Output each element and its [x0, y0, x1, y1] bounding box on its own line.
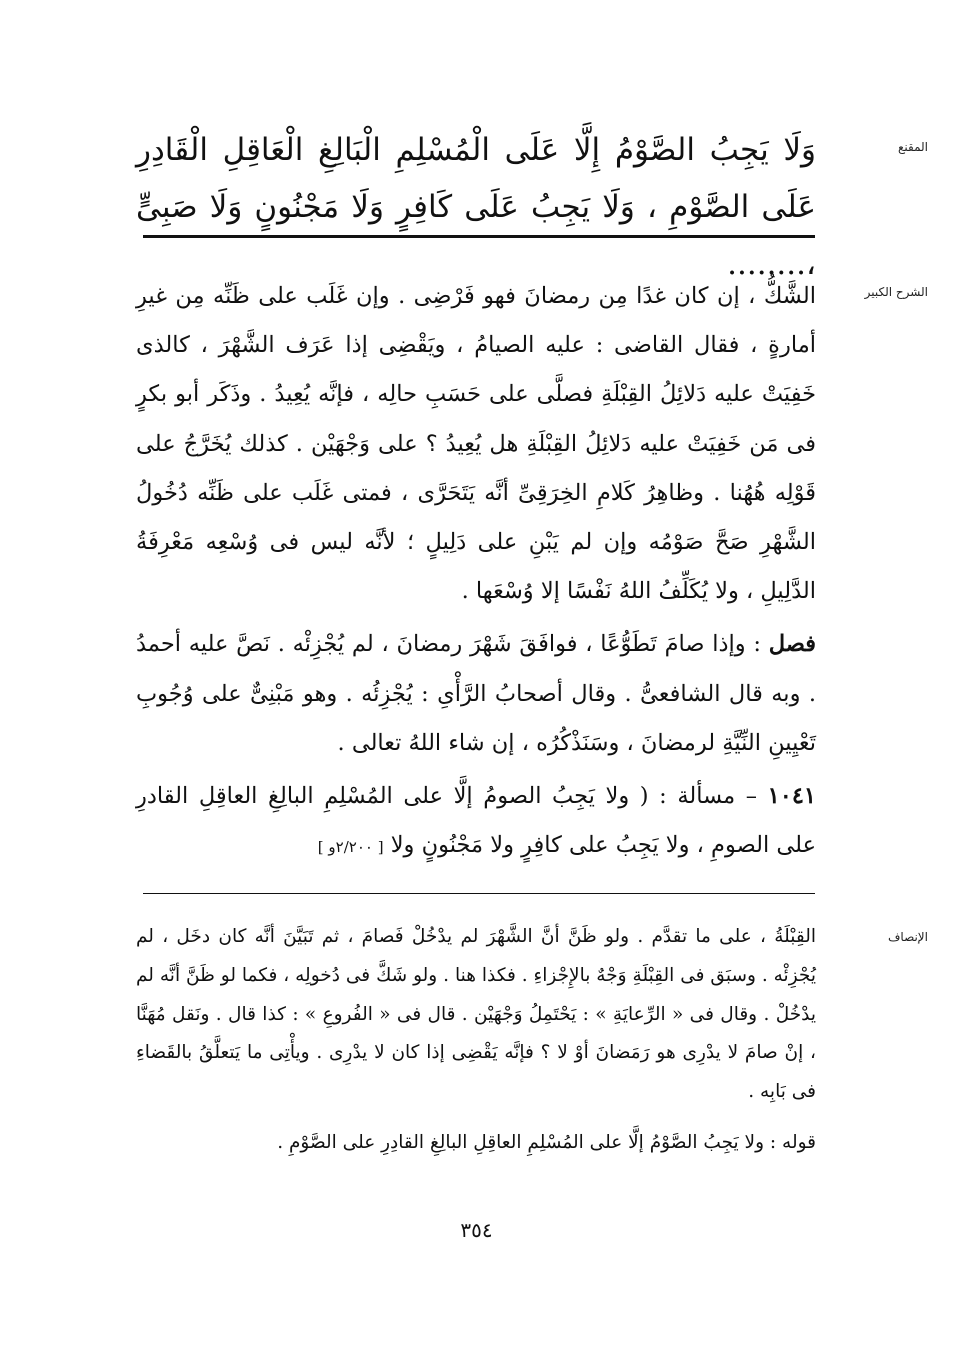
masala-text: – مسألة : ( ولا يَجِبُ الصومُ إلَّا على المُسْلِمِ البالِغِ العاقِلِ القادرِ على الصومِ ، ولا يَجِبُ على كافِرٍ ولا مَجْنُونٍ ولا [136, 783, 816, 859]
section-divider-thick [143, 235, 815, 238]
insaf-paragraph-2: قوله : ولا يَجِبُ الصَّوْمُ إلَّا على المُسْلِمِ العاقِلِ البالِغِ القادِرِ على الصَّوْمِ . [277, 1131, 816, 1153]
sharh-label: الشرح الكبير [864, 285, 928, 299]
muqni-text-block [136, 122, 816, 293]
muqni-label: المقنع [897, 140, 928, 154]
page-number: ٣٥٤ [460, 1218, 493, 1242]
sharh-text-block [136, 272, 816, 872]
sharh-paragraph-1: الشَّكُّ ، إن كان غدًا مِن رمضانَ فهو فَرْضِى . وإن غَلَب على ظَنِّه مِن غيرِ أمارةٍ ، فقال القاضى : عليه الصيامُ ، ويَقْضِى إذا عَرَف الشَّهْرَ ، كالذى خَفِيَتْ عليه دَلائِلُ القِبْلَةِ فصلَّى على حَسَبِ حالِه ، فإنَّه يُعِيدُ . وذَكَر أبو بكرٍ فى مَن خَفِيَتْ عليه دَلائِلُ القِبْلَةِ هل يُعِيدُ ؟ على وَجْهَيْن . كذلك يُخَرَّجُ على قَوْلِه هُهُنا . وظاهِرُ كَلامِ الخِرَقِىِّ أنَّه يَتَحَرَّى ، فمتى غَلَب على ظَنِّه دُخُولُ الشَّهْرِ صَحَّ صَوْمُه وإن لم يَبْنِ على دَلِيلٍ ؛ لأنَّه ليس فى وُسْعِه مَعْرِفَةُ الدَّلِيلِ ، ولا يُكَلِّفُ اللهُ نَفْسًا إلا وُسْعَها . [136, 283, 816, 605]
insaf-text-block [136, 918, 816, 1163]
insaf-paragraph-1: القِبْلَةُ ، على ما تقدَّم . ولو ظَنَّ أنَّ الشَّهْرَ لم يدْخُلْ فَصامَ ، ثم تَبَيَّنَ أنَّه كان دخَل ، لم يُجْزِئْه . وسبَق فى القِبْلَةِ وَجْهٌ بالإِجْزاءِ . فكذا هنا . ولو شَكَّ فى دُخولِه ، فكما لو ظَنَّ أنَّه لم يدْخُلْ . وقال فى « الرِّعايَةِ » : يَحْتَمِلُ وَجْهَيْن . قال فى « الفُروعِ » : كذا قال . ونَقل مُهَنَّا ، إنْ صامَ لا يدْرِى هو رَمَضانَ أوْ لا ؟ فإنَّه يَقْضِى إذا كان لا يدْرِى . ويأْتِى ما يَتعلَّقُ بالقَضاءِ فى بَابِه . [136, 926, 816, 1103]
insaf-label: الإنصاف [887, 930, 928, 944]
sharh-paragraph-3 [136, 772, 816, 872]
muqni-text: وَلَا يَجِبُ الصَّوْمُ إِلَّا عَلَى الْمُسْلِمِ الْبَالِغِ الْعَاقِلِ الْقَادِرِ عَلَى الصَّوْمِ ، وَلَا يَجِبُ عَلَى كَافِرٍ وَلَا مَجْنُونٍ وَلَا صَبِىٍّ ،........ [136, 132, 816, 282]
fasl-heading: فصل [768, 631, 817, 658]
sharh-paragraph-2 [136, 620, 816, 768]
fasl-text: : وإذا صامَ تَطَوُّعًا ، فوافَقَ شَهْرَ رمضانَ ، لم يُجْزِئْه . نَصَّ عليه أحمدُ . وبه قال الشافعىُّ . وقال أصحابُ الرَّأْىِ : يُجْزِئُه . وهو مَبْنِىٌّ على وُجُوبِ تَعْيِينِ النِّيَّةِ لرمضانَ ، وسَنَذْكُرُه ، إن شاء اللهُ تعالى . [136, 631, 816, 756]
masala-number: ١٠٤١ [767, 783, 816, 810]
section-divider-thin [143, 893, 815, 894]
manuscript-reference: [ ٢/٢٠٠و ] [317, 838, 384, 857]
